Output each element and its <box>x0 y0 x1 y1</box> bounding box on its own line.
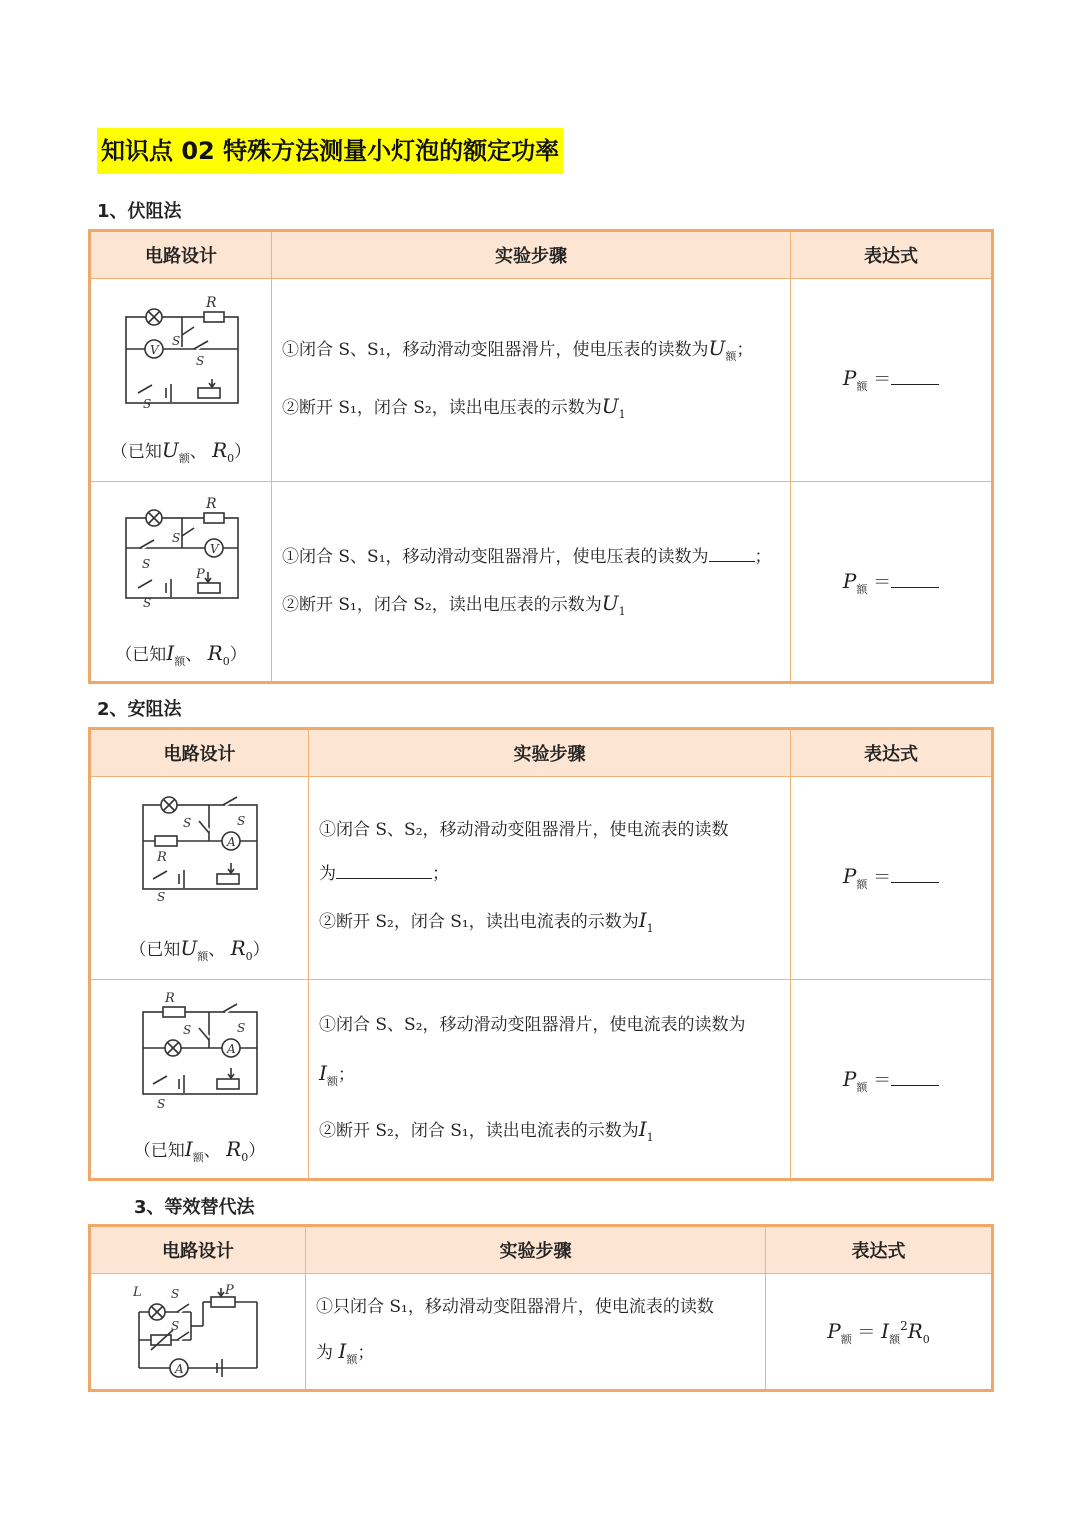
section-label-3: 3、等效替代法 <box>134 1197 255 1218</box>
step-1: ①闭合 S、S₁，移动滑动变阻器滑片，使电压表的读数为$U_额$； <box>282 336 754 363</box>
circuit-diagram <box>133 791 273 909</box>
circuit-cell <box>91 482 271 681</box>
label-S2: S <box>237 1021 246 1035</box>
label-A: A <box>175 1362 184 1376</box>
table-row <box>91 481 991 681</box>
table-voltmeter-method <box>88 229 994 684</box>
label-V: V <box>210 542 219 556</box>
table-row <box>91 979 991 1178</box>
step-1: ①闭合 S、S₂，移动滑动变阻器滑片，使电流表的读数 <box>319 820 729 840</box>
table-row <box>91 1273 991 1389</box>
label-S: S <box>143 596 152 610</box>
header-circuit: 电路设计 <box>163 744 236 765</box>
circuit-cell <box>91 777 308 979</box>
label-R0: R <box>157 850 167 865</box>
steps-cell <box>271 482 790 681</box>
label-A: A <box>227 1042 236 1056</box>
label-R0: R <box>165 991 175 1006</box>
section-label-2: 2、安阻法 <box>97 699 182 720</box>
table-ammeter-method <box>88 727 994 1181</box>
expression: $P_额$ ＝ <box>791 568 991 597</box>
expression-cell <box>765 1274 991 1389</box>
label-S1: S <box>183 1023 192 1037</box>
steps-cell <box>305 1274 765 1389</box>
label-V: V <box>150 343 159 357</box>
circuit-cell <box>91 980 308 1178</box>
header-circuit: 电路设计 <box>162 1241 234 1262</box>
label-R0: R <box>206 295 217 311</box>
section-label-1: 1、伏阻法 <box>97 201 182 222</box>
answer-blank[interactable] <box>891 569 939 588</box>
page-title: 知识点 02 特殊方法测量小灯泡的额定功率 <box>97 128 563 174</box>
step-2: ②断开 S₁，闭合 S₂，读出电压表的示数为$U_1$ <box>282 591 626 618</box>
label-S1: S <box>172 531 181 545</box>
header-steps: 实验步骤 <box>308 730 790 776</box>
expression: $P_额$ ＝ <box>791 863 991 892</box>
label-S1: S <box>171 1287 180 1301</box>
steps-cell <box>271 279 790 481</box>
known-values: （已知$U_额$、 $R_0$） <box>129 936 270 963</box>
step-1: ①只闭合 S₁，移动滑动变阻器滑片，使电流表的读数 <box>316 1297 714 1317</box>
header-expression: 表达式 <box>765 1227 991 1273</box>
table-header <box>91 1227 991 1273</box>
known-values: （已知$U_额$、 $R_0$） <box>110 438 252 465</box>
label-S: S <box>157 1097 166 1111</box>
label-S1: S <box>183 816 192 830</box>
step-2: ②断开 S₂，闭合 S₁，读出电流表的示数为$I_1$ <box>319 1117 654 1144</box>
label-S1: S <box>172 334 181 348</box>
step-1-cont: 为 $I_额$； <box>316 1339 375 1366</box>
expression-cell <box>790 482 991 681</box>
table-row <box>91 776 991 979</box>
label-S: S <box>143 397 152 409</box>
step-2: ②断开 S₂，闭合 S₁，读出电流表的示数为$I_1$ <box>319 908 654 935</box>
steps-cell <box>308 777 790 979</box>
answer-blank[interactable] <box>891 864 939 883</box>
expression-cell <box>790 980 991 1178</box>
label-S2: S <box>171 1319 180 1333</box>
table-header <box>91 232 991 278</box>
table-substitution-method <box>88 1224 994 1392</box>
step-1: ①闭合 S、S₁，移动滑动变阻器滑片，使电压表的读数为 ； <box>282 542 772 567</box>
step-1-cont: 为 ； <box>319 859 449 884</box>
label-S: S <box>157 890 166 904</box>
answer-blank[interactable] <box>336 861 432 879</box>
header-expression: 表达式 <box>790 730 991 776</box>
header-circuit: 电路设计 <box>145 246 217 267</box>
known-values: （已知$I_额$、 $R_0$） <box>115 641 247 668</box>
expression: $P_额$ ＝ <box>791 365 991 394</box>
expression: $P_额 = I_额^2R_0$ <box>827 1319 930 1346</box>
steps-cell <box>308 980 790 1178</box>
circuit-diagram <box>116 492 246 614</box>
header-steps: 实验步骤 <box>305 1227 765 1273</box>
step-1: ①闭合 S、S₂，移动滑动变阻器滑片，使电流表的读数为 <box>319 1015 746 1035</box>
label-P: P <box>225 1283 234 1298</box>
label-P: P <box>196 567 205 582</box>
label-R0: R <box>206 496 217 512</box>
circuit-diagram <box>116 291 246 409</box>
circuit-diagram <box>133 990 273 1114</box>
step-2: ②断开 S₁，闭合 S₂，读出电压表的示数为$U_1$ <box>282 394 626 421</box>
answer-blank[interactable] <box>891 1067 939 1086</box>
table-row <box>91 278 991 481</box>
label-S2: S <box>196 354 205 368</box>
circuit-cell <box>91 1274 305 1389</box>
circuit-cell <box>91 279 271 481</box>
circuit-diagram <box>131 1282 271 1382</box>
label-S2: S <box>237 814 246 828</box>
label-S2: S <box>142 557 151 571</box>
expression-cell <box>790 279 991 481</box>
header-steps: 实验步骤 <box>271 232 790 278</box>
answer-blank[interactable] <box>891 366 939 385</box>
table-header <box>91 730 991 776</box>
expression-cell <box>790 777 991 979</box>
header-expression: 表达式 <box>790 232 991 278</box>
step-1-cont: $I_额$； <box>319 1061 355 1088</box>
expression: $P_额$ ＝ <box>791 1066 991 1095</box>
answer-blank[interactable] <box>709 544 755 562</box>
known-values: （已知$I_额$、 $R_0$） <box>133 1137 266 1164</box>
label-A: A <box>227 835 236 849</box>
label-L: L <box>133 1285 142 1300</box>
